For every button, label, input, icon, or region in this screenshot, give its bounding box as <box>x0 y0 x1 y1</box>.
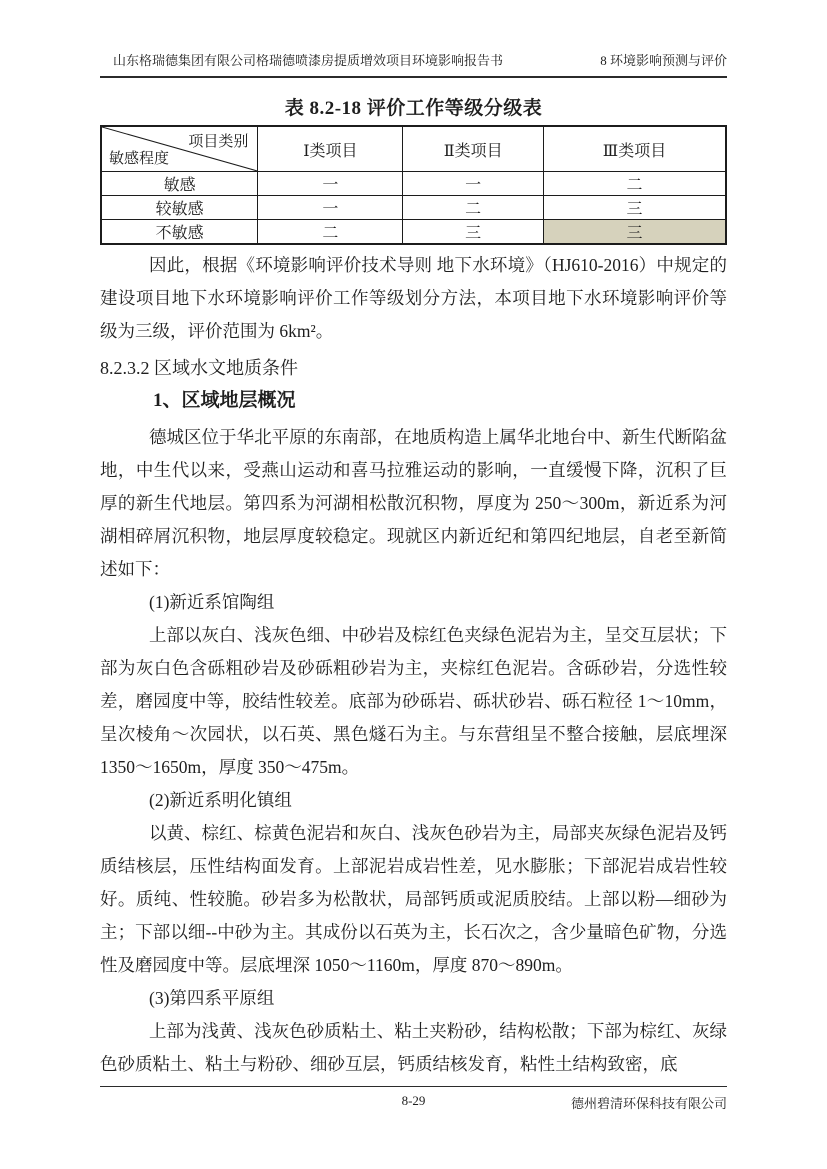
row-label: 不敏感 <box>101 220 258 245</box>
table-row <box>101 220 726 245</box>
header-report-title: 山东格瑞德集团有限公司格瑞德喷漆房提质增效项目环境影响报告书 <box>113 53 504 68</box>
corner-label-sensitivity: 敏感程度 <box>109 151 170 167</box>
paragraph-conclusion: 因此，根据《环境影响评价技术导则 地下水环境》（HJ610-2016）中规定的建设项目地下水环境影响评价工作等级划分方法，本项目地下水环境影响评价等级为三级，评价范围为 6km²。 <box>100 255 727 341</box>
document-body <box>100 249 727 1081</box>
table-caption: 表 8.2-18 评价工作等级分级表 <box>284 98 543 119</box>
table-cell: 二 <box>258 220 403 245</box>
column-header-class1: Ⅰ类项目 <box>258 126 403 172</box>
page-number: 8-29 <box>401 1093 426 1108</box>
paragraph-guantao: 上部以灰白、浅灰色细、中砂岩及棕红色夹绿色泥岩为主，呈交互层状；下部为灰白色含砾粗砂岩及砂砾粗砂岩为主，夹棕红色泥岩。含砾砂岩，分选性较差，磨园度中等，胶结性较差。底部为砂砾岩、砾状砂岩、砾石粒径 1～10mm，呈次棱角～次园状，以石英、黑色燧石为主。与东营组呈不整合接触，层底埋深 1350～1650m，厚度 350～475m。 <box>100 625 727 777</box>
item-heading-guantao: (1)新近系馆陶组 <box>149 592 275 612</box>
table-cell: 三 <box>403 220 544 245</box>
table-cell: 二 <box>544 172 727 196</box>
table-cell: 三 <box>544 196 727 220</box>
header-chapter-title: 8 环境影响预测与评价 <box>600 53 727 68</box>
table-cell: 二 <box>403 196 544 220</box>
column-header-class2: Ⅱ类项目 <box>403 126 544 172</box>
paragraph-minghuazhen: 以黄、棕红、棕黄色泥岩和灰白、浅灰色砂岩为主，局部夹灰绿色泥岩及钙质结核层，压性结构面发育。上部泥岩成岩性差，见水膨胀；下部泥岩成岩性较好。质纯、性较脆。砂岩多为松散状，局部钙质或泥质胶结。上部以粉—细砂为主；下部以细--中砂为主。其成份以石英为主，长石次之，含少量暗色矿物，分选性及磨园度中等。层底埋深 1050～1160m，厚度 870～890m。 <box>100 823 727 975</box>
page-header <box>100 52 727 78</box>
item-heading-minghuazhen: (2)新近系明化镇组 <box>149 790 292 810</box>
section-heading: 8.2.3.2 区域水文地质条件 <box>100 358 298 378</box>
row-label: 敏感 <box>101 172 258 196</box>
paragraph-pingyuan: 上部为浅黄、浅灰色砂质粘土、粘土夹粉砂，结构松散；下部为棕红、灰绿色砂质粘土、粘土与粉砂、细砂互层，钙质结核发育，粘性土结构致密，底 <box>100 1021 727 1074</box>
table-corner-cell <box>101 126 258 172</box>
grade-table-highlight-cell: 三 <box>544 220 727 245</box>
table-row <box>101 196 726 220</box>
column-header-class3: Ⅲ类项目 <box>544 126 727 172</box>
page-footer <box>100 1086 727 1113</box>
grade-table <box>100 125 727 245</box>
item-heading-pingyuan: (3)第四系平原组 <box>149 988 275 1008</box>
table-cell: 一 <box>258 172 403 196</box>
table-cell: 一 <box>258 196 403 220</box>
subsection-heading: 1、区域地层概况 <box>153 390 296 411</box>
table-row <box>101 172 726 196</box>
row-label: 较敏感 <box>101 196 258 220</box>
paragraph-regional-overview: 德城区位于华北平原的东南部，在地质构造上属华北地台中、新生代断陷盆地，中生代以来，受燕山运动和喜马拉雅运动的影响，一直缓慢下降，沉积了巨厚的新生代地层。第四系为河湖相松散沉积物，厚度为 250～300m，新近系为河湖相碎屑沉积物，地层厚度较稳定。现就区内新近纪和第四纪地层，自老至新简述如下： <box>100 427 727 579</box>
footer-company-name: 德州碧清环保科技有限公司 <box>570 1096 727 1111</box>
table-header-row <box>101 126 726 172</box>
corner-label-category: 项目类别 <box>188 134 249 150</box>
table-cell: 一 <box>403 172 544 196</box>
